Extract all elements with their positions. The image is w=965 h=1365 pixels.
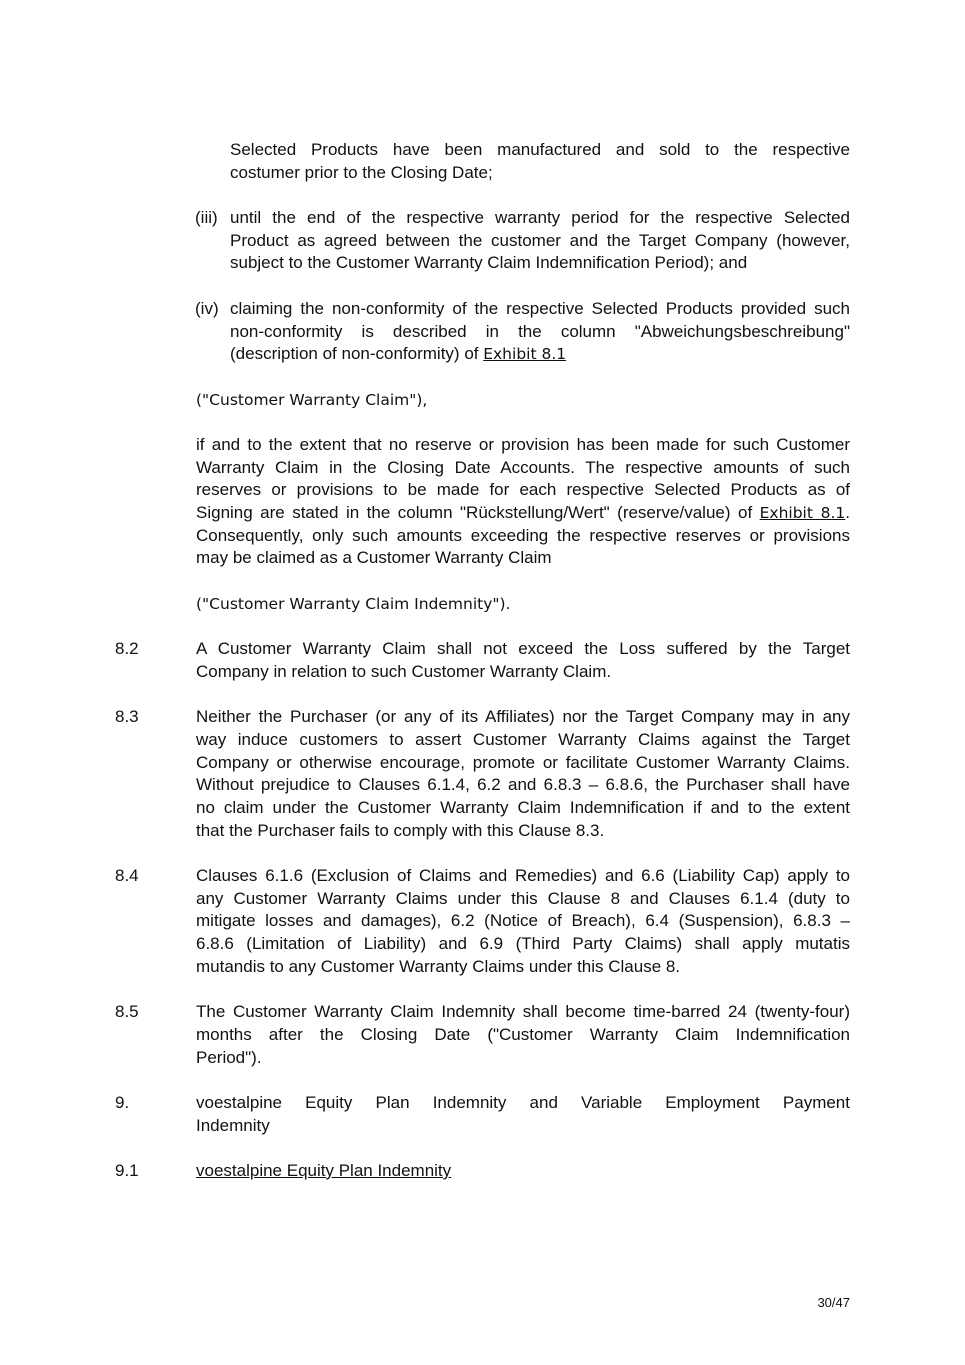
clause-number: 8.4 — [115, 866, 139, 885]
text-line: Selected Products have been manufactured and sold to the respective — [230, 140, 850, 159]
clause-8-4 — [0, 865, 965, 978]
text-line: voestalpine Equity Plan Indemnity — [196, 1160, 452, 1180]
text-segment: Signing are stated in the column "Rückstellung/Wert" (reserve/value) of — [196, 503, 760, 522]
paragraph-text — [230, 207, 850, 275]
paragraph-text — [230, 298, 850, 366]
text-line: Without prejudice to Clauses 6.1.4, 6.2 and 6.8.3 – 6.8.6, the Purchaser shall have — [196, 775, 850, 795]
paragraph-text — [196, 706, 850, 842]
text-line: any Customer Warranty Claims under this Clause 8 and Clauses 6.1.4 (duty to — [196, 888, 850, 908]
text-line: non-conformity is described in the column "Abweichungsbeschreibung" — [230, 321, 850, 341]
paragraph — [0, 593, 965, 616]
text-line: Company or otherwise encourage, promote or facilitate Customer Warranty Claims. — [196, 752, 850, 772]
clause-8-3 — [0, 706, 965, 842]
page-number: 30/47 — [817, 1295, 850, 1310]
text-line: Clauses 6.1.6 (Exclusion of Claims and Remedies) and 6.6 (Liability Cap) apply to — [196, 866, 850, 885]
text-line: ("Customer Warranty Claim"), — [196, 390, 428, 409]
text-line: Product as agreed between the customer and the Target Company (however, — [230, 230, 850, 250]
paragraph-text — [196, 1160, 850, 1183]
clause-number: 8.5 — [115, 1002, 139, 1022]
text-line: that the Purchaser fails to comply with this Clause 8.3. — [196, 820, 605, 840]
sub-item-label: (iv) — [195, 298, 219, 318]
text-line: subject to the Customer Warranty Claim Indemnification Period); and — [230, 253, 748, 273]
text-line: may be claimed as a Customer Warranty Claim — [196, 548, 552, 568]
paragraph-text — [196, 638, 850, 683]
document-body — [0, 139, 965, 1205]
text-line: months after the Closing Date ("Customer Warranty Claim Indemnification — [196, 1024, 850, 1044]
text-line: no claim under the Customer Warranty Claim Indemnification if and to the extent — [196, 797, 850, 817]
text-line — [230, 343, 850, 366]
text-line — [196, 502, 850, 525]
text-line: Period"). — [196, 1047, 262, 1067]
paragraph — [0, 434, 965, 570]
paragraph-text — [196, 593, 850, 616]
text-line: A Customer Warranty Claim shall not exceed the Loss suffered by the Target — [196, 639, 850, 659]
clause-8-5 — [0, 1001, 965, 1069]
paragraph-text — [196, 389, 850, 412]
clause-number: 9.1 — [115, 1160, 139, 1180]
clause-9 — [0, 1092, 965, 1137]
text-line: 6.8.6 (Limitation of Liability) and 6.9 (Third Party Claims) shall apply mutatis — [196, 934, 850, 954]
text-line: Indemnity — [196, 1115, 270, 1135]
paragraph — [0, 207, 965, 275]
text-segment: (description of non-conformity) of — [230, 344, 484, 364]
text-line: way induce customers to assert Customer Warranty Claims against the Target — [196, 729, 850, 749]
text-line: if and to the extent that no reserve or provision has been made for such Customer — [196, 434, 850, 454]
text-line: Company in relation to such Customer Warranty Claim. — [196, 661, 612, 681]
exhibit-reference-link[interactable]: Exhibit 8.1 — [759, 504, 846, 522]
text-line: mitigate losses and damages), 6.2 (Notice of Breach), 6.4 (Suspension), 6.8.3 – — [196, 911, 850, 931]
text-line: voestalpine Equity Plan Indemnity and Variable Employment Payment — [196, 1092, 850, 1112]
paragraph — [0, 139, 965, 184]
exhibit-reference-link[interactable]: Exhibit 8.1 — [483, 345, 567, 364]
paragraph-text — [196, 1001, 850, 1069]
clause-number: 8.2 — [115, 639, 139, 659]
text-line: ("Customer Warranty Claim Indemnity"). — [196, 594, 511, 613]
sub-item-label: (iii) — [195, 208, 218, 228]
clause-9-1 — [0, 1160, 965, 1183]
paragraph-text — [230, 139, 850, 184]
text-line: mutandis to any Customer Warranty Claims under this Clause 8. — [196, 956, 681, 976]
text-segment: . — [845, 503, 850, 522]
paragraph-text — [196, 1092, 850, 1137]
paragraph-text — [196, 434, 850, 570]
clause-number: 8.3 — [115, 707, 139, 727]
clause-number: 9. — [115, 1092, 130, 1112]
text-line: reserves or provisions to be made for each respective Selected Products as of — [196, 480, 850, 500]
paragraph — [0, 389, 965, 412]
text-line: Neither the Purchaser (or any of its Affiliates) nor the Target Company may in any — [196, 707, 850, 727]
text-line: claiming the non-conformity of the respective Selected Products provided such — [230, 298, 850, 318]
clause-8-2 — [0, 638, 965, 683]
text-line: costumer prior to the Closing Date; — [230, 162, 493, 182]
paragraph-text — [196, 865, 850, 978]
text-line: until the end of the respective warranty period for the respective Selected — [230, 208, 850, 228]
text-line: The Customer Warranty Claim Indemnity shall become time-barred 24 (twenty-four) — [196, 1002, 850, 1022]
text-line: Consequently, only such amounts exceeding the respective reserves or provisions — [196, 525, 850, 545]
text-line: Warranty Claim in the Closing Date Accounts. The respective amounts of such — [196, 457, 850, 477]
paragraph — [0, 298, 965, 366]
